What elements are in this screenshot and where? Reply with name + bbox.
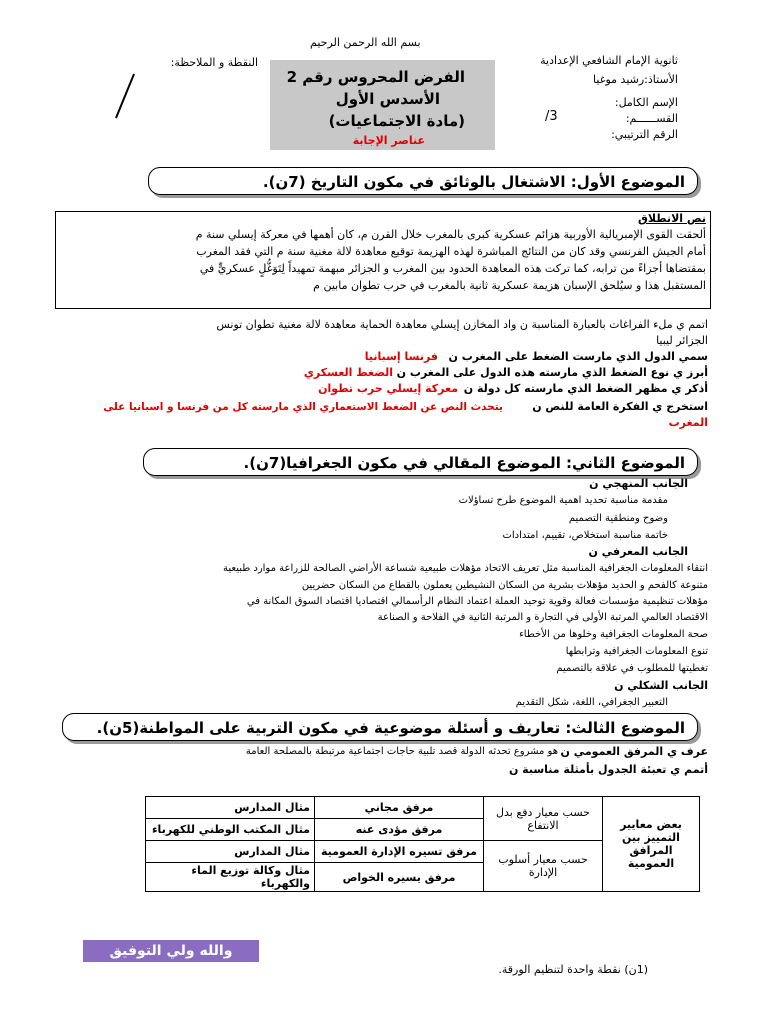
method-item-2: وضوح ومنطقية التصميم	[568, 513, 668, 524]
topic3-q1: عرف ي المرفق العمومي ن	[560, 745, 708, 758]
topic1-a5b: المغرب	[668, 416, 708, 429]
form-item: التعبير الجغرافي، اللغة، شكل التقديم	[515, 697, 668, 708]
knowledge-line-5: صحة المعلومات الجغرافية وخلوها من الأخطاء	[519, 629, 708, 640]
footer-note: (1ن) نقطة واحدة لتنظيم الورقة.	[498, 963, 648, 976]
example-cell: مثال وكالة توزيع الماء والكهرباء	[146, 863, 315, 892]
service-type-cell: مرفق مؤدى عنه	[315, 819, 484, 841]
class-label: القســــــم:	[625, 112, 678, 125]
topic1-title: الموضوع الأول: الاشتغال بالوثائق في مكون التاريخ (7ن).	[148, 167, 698, 195]
exam-title-1: الفرض المحروس رقم 2	[286, 68, 465, 86]
topic1-a4: معركة إيسلي حرب تطوان	[318, 382, 458, 395]
knowledge-line-2: متنوعة كالفحم و الحديد مؤهلات بشرية من السكان النشيطين يعملون بالقطاع من السكان حضريين	[301, 580, 708, 591]
topic1-a2: فرنسا إسبانيا	[364, 350, 438, 363]
starting-text-box	[55, 211, 711, 309]
example-cell: مثال المدارس	[146, 841, 315, 863]
public-services-table	[145, 796, 700, 892]
knowledge-line-1: انتقاء المعلومات الجغرافية المناسبة مثل تعريف الاتحاد مؤهلات طبيعية شساعة الأراضي الصالحة للزراعة موارد طبيعية	[223, 563, 708, 574]
order-label: الرقم الترتيبي:	[611, 128, 678, 141]
example-cell: مثال المكتب الوطني للكهرباء	[146, 819, 315, 841]
topic1-q1: اتمم ي ملء الفراغات بالعبارة المناسبة ن واد المخازن إيسلي معاهدة الحماية معاهدة لالة مغنية تطوان تونس	[216, 318, 708, 331]
topic1-q4: أذكر ي مظهر الضغط الذي مارسته كل دولة ن	[463, 382, 708, 395]
class-value: 3/	[545, 109, 558, 124]
knowledge-line-4: الاقتصاد العالمي المرتبة الأولى في التجارة و المرتبة الثانية في الفلاحة و الصناعة	[377, 612, 708, 623]
topic1-q1b: الجزائر ليبيا	[656, 334, 708, 347]
knowledge-line-6: تنوع المعلومات الجغرافية وترابطها	[565, 646, 708, 657]
criterion-1-cell: حسب معيار دفع بدل الانتفاع	[484, 797, 603, 841]
grade-label: النقطة و الملاحظة:	[170, 56, 258, 69]
service-type-cell: مرفق يسيره الخواص	[315, 863, 484, 892]
closing-banner: والله ولي التوفيق	[83, 940, 259, 962]
grade-slash	[110, 72, 140, 122]
starting-text-title: نص الانطلاق	[638, 212, 706, 225]
name-label: الإسم الكامل:	[614, 96, 678, 109]
answer-elements-label: عناصر الإجابة	[352, 134, 425, 147]
service-type-cell: مرفق تسيره الإدارة العمومية	[315, 841, 484, 863]
basmala: بسم الله الرحمن الرحيم	[310, 36, 421, 49]
teacher-name: الأستاذ:رشيد موغيا	[593, 73, 678, 86]
knowledge-line-3: مؤهلات تنظيمية مؤسسات فعالة وقوية توحيد العملة اعتماد النظام الرأسمالي اقتصاديا اقتصاد السوق المكانة في	[246, 596, 708, 607]
topic3-a1: هو مشروع تحدثه الدولة قصد تلبية حاجات اجتماعية مرتبطة بالمصلحة العامة	[245, 746, 558, 757]
criteria-header-cell: بعض معايير التمييز بين المرافق العمومية	[603, 797, 700, 892]
text-line-4: المستقبل هذا و سيُلحق الإسبان هزيمة عسكرية ثانية بالمغرب في حرب تطوان مابين م	[313, 279, 706, 292]
method-item-3: خاتمة مناسبة استخلاص، تقييم، امتدادات	[502, 530, 668, 541]
topic1-a5: يتحدث النص عن الضغط الاستعماري الذي مارسته كل من فرنسا و اسبانيا على	[103, 401, 503, 413]
text-line-3: بمقتضاها أجزاءً من ترابه، كما تركت هذه المعاهدة الحدود بين المغرب و الجزائر مبهمة تمهيداً لِتَوَغُّلٍ عسكريٍّ في	[199, 262, 706, 275]
example-cell: مثال المدارس	[146, 797, 315, 819]
topic1-q5: استخرج ي الفكرة العامة للنص ن	[532, 400, 708, 413]
method-item-1: مقدمة مناسبة تحديد اهمية الموضوع طرح تساؤلات	[458, 495, 668, 506]
exam-title-box	[270, 60, 495, 150]
service-type-cell: مرفق مجاني	[315, 797, 484, 819]
topic1-q2: سمي الدول الذي مارست الضغط على المغرب ن	[448, 350, 708, 363]
text-line-2: أمام الجيش الفرنسي وقد كان من النتائج المباشرة لهذه الهزيمة توقيع معاهدة لالة مغنية سنة م التي فقد المغرب	[196, 245, 706, 258]
text-line-1: ألحقت القوى الإمبريالية الأوربية هزائم عسكرية كبرى بالمغرب خلال القرن م، كان أهمها في معركة إيسلي سنة م	[195, 228, 706, 241]
topic1-a3: الضغط العسكري	[303, 366, 393, 379]
exam-title-3: (مادة الاجتماعيات)	[328, 112, 465, 130]
table-row	[146, 797, 700, 819]
method-label: الجانب المنهجي ن	[589, 477, 688, 490]
knowledge-line-7: تغطيتها للمطلوب في علاقة بالتصميم	[556, 663, 708, 674]
topic3-title: الموضوع الثالث: تعاريف و أسئلة موضوعية في مكون التربية على المواطنة(5ن).	[62, 713, 698, 741]
topic2-title: الموضوع الثاني: الموضوع المقالي في مكون الجغرافيا(7ن).	[143, 448, 698, 476]
school-name: ثانوية الإمام الشافعي الإعدادية	[540, 54, 678, 67]
topic1-q3: أبرز ي نوع الضغط الذي مارسته هذه الدول على المغرب ن	[396, 366, 708, 379]
topic3-q2: أتمم ي تعبئة الجدول بأمثلة مناسبة ن	[508, 763, 708, 776]
exam-title-2: الأسدس الأول	[335, 90, 440, 108]
knowledge-label: الجانب المعرفي ن	[588, 545, 688, 558]
form-label: الجانب الشكلي ن	[614, 679, 708, 692]
criterion-2-cell: حسب معيار أسلوب الإدارة	[484, 841, 603, 892]
